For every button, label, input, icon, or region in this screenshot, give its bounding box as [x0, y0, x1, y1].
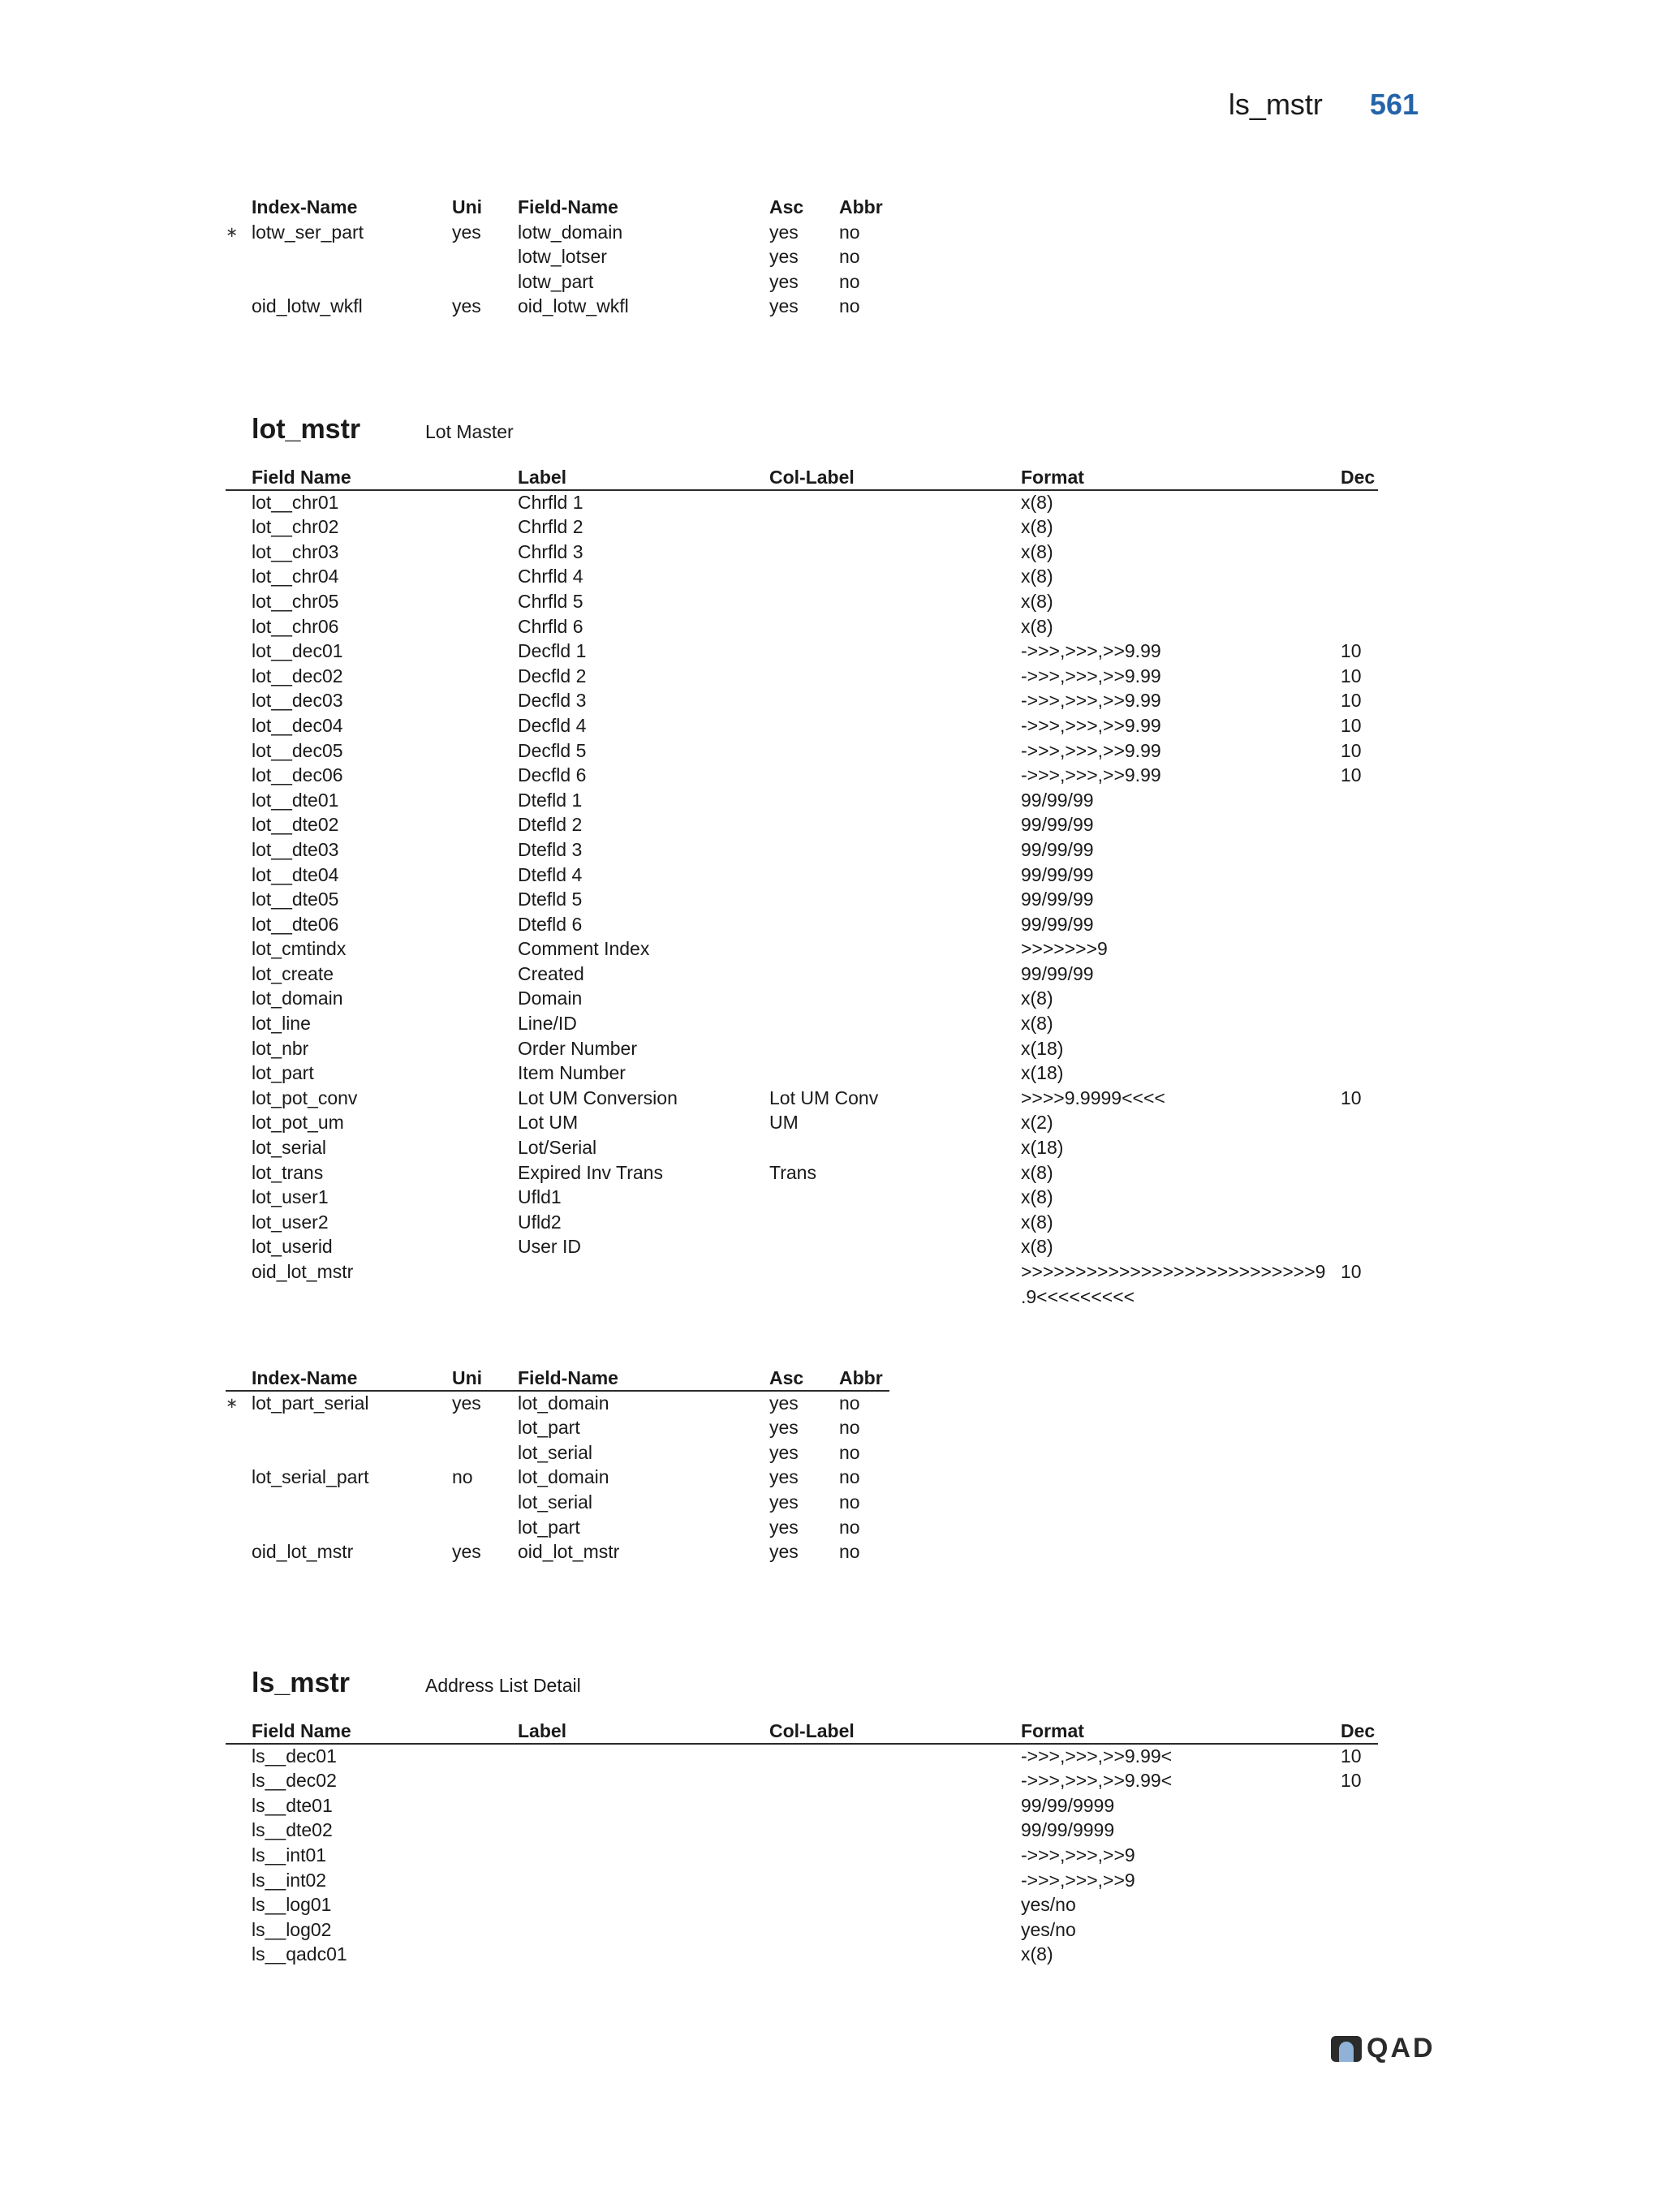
cell-field-name: ls__qadc01	[252, 1943, 347, 1965]
cell-abbr: no	[839, 1392, 860, 1414]
cell-label: Dtefld 6	[518, 913, 583, 935]
cell-format: 99/99/99	[1021, 889, 1094, 910]
cell-col-label: Lot UM Conv	[769, 1087, 879, 1108]
cell-field-name: lot_domain	[252, 988, 343, 1009]
cell-field-name: lot__chr06	[252, 615, 339, 637]
cell-field-name: lot__chr03	[252, 540, 339, 562]
cell-field-name: lot_serial	[252, 1137, 327, 1159]
cell-field-name: lot_nbr	[252, 1037, 309, 1059]
cell-asc: yes	[769, 1417, 799, 1439]
cell-format: 99/99/99	[1021, 863, 1094, 885]
cell-label: Line/ID	[518, 1013, 577, 1035]
cell-label: Ufld2	[518, 1211, 562, 1233]
cell-label: Lot UM Conversion	[518, 1087, 678, 1108]
cell-abbr: no	[839, 1417, 860, 1439]
ls-mstr-title	[252, 1668, 581, 1699]
cell-label: Decfld 6	[518, 764, 587, 786]
cell-format: x(8)	[1021, 540, 1053, 562]
cell-field-name: lot__chr01	[252, 491, 339, 513]
cell-abbr: no	[839, 221, 860, 243]
cell-field-name: lot_domain	[518, 1466, 609, 1488]
cell-abbr: no	[839, 1516, 860, 1538]
cell-field-name: lotw_lotser	[518, 246, 607, 268]
cell-label: Item Number	[518, 1062, 626, 1084]
cell-asc: yes	[769, 246, 799, 268]
cell-label: Dtefld 1	[518, 789, 583, 811]
cell-dec: 10	[1341, 764, 1362, 786]
cell-field-name: lotw_domain	[518, 221, 623, 243]
cell-label: Chrfld 4	[518, 566, 583, 587]
cell-field-name: lot__dte03	[252, 838, 339, 860]
cell-format: ->>>,>>>,>>9.99<	[1021, 1770, 1173, 1792]
cell-index-name: lot_serial_part	[252, 1466, 369, 1488]
cell-format: 99/99/99	[1021, 913, 1094, 935]
cell-dec: 10	[1341, 1261, 1362, 1282]
cell-label: Chrfld 1	[518, 491, 583, 513]
cell-asc: yes	[769, 221, 799, 243]
cell-asc: yes	[769, 1441, 799, 1463]
cell-field-name: lot_serial	[518, 1491, 593, 1513]
cell-label: Decfld 4	[518, 714, 587, 736]
col-abbr: Abbr	[839, 196, 883, 217]
cell-format: ->>>,>>>,>>9.99	[1021, 764, 1161, 786]
col-dec: Dec	[1341, 467, 1376, 488]
cell-format: x(8)	[1021, 590, 1053, 612]
cell-label: Dtefld 4	[518, 863, 583, 885]
table-description: Lot Master	[425, 421, 514, 442]
cell-uni: yes	[452, 295, 481, 317]
col-field-name: Field Name	[252, 467, 351, 488]
cell-label: Domain	[518, 988, 583, 1009]
cell-field-name: ls__dec02	[252, 1770, 337, 1792]
cell-field-name: lot_part	[518, 1417, 580, 1439]
cell-label: Expired Inv Trans	[518, 1161, 663, 1183]
col-uni: Uni	[452, 1367, 483, 1388]
cell-asc: yes	[769, 1392, 799, 1414]
cell-field-name: lot_pot_conv	[252, 1087, 358, 1108]
cell-abbr: no	[839, 1466, 860, 1488]
col-uni: Uni	[452, 196, 483, 217]
cell-format: ->>>,>>>,>>9.99	[1021, 690, 1161, 712]
cell-format: x(8)	[1021, 516, 1053, 538]
cell-field-name: lot_domain	[518, 1392, 609, 1414]
page-number: 561	[1369, 88, 1419, 121]
cell-field-name: lot__dte02	[252, 814, 339, 836]
cell-uni: no	[452, 1466, 473, 1488]
cell-format: yes/no	[1021, 1894, 1076, 1916]
cell-format: .9<<<<<<<<<	[1021, 1285, 1135, 1307]
cell-field-name: lot__dte01	[252, 789, 339, 811]
header-rule	[226, 489, 1378, 491]
cell-format: x(8)	[1021, 491, 1053, 513]
cell-field-name: ls__int01	[252, 1844, 327, 1866]
cell-label: Chrfld 2	[518, 516, 583, 538]
cell-dec: 10	[1341, 665, 1362, 686]
logo-text: QAD	[1367, 2033, 1436, 2064]
table-description: Address List Detail	[425, 1675, 581, 1696]
cell-label: Chrfld 6	[518, 615, 583, 637]
cell-field-name: ls__log02	[252, 1918, 332, 1940]
cell-format: ->>>,>>>,>>9.99	[1021, 739, 1161, 761]
cell-col-label: UM	[769, 1112, 799, 1134]
cell-label: Decfld 5	[518, 739, 587, 761]
cell-abbr: no	[839, 1541, 860, 1563]
cell-field-name: lot_serial	[518, 1441, 593, 1463]
table-name: ls_mstr	[252, 1668, 350, 1698]
table-name: lot_mstr	[252, 414, 361, 445]
cell-format: x(8)	[1021, 1186, 1053, 1208]
cell-label: Comment Index	[518, 938, 650, 960]
cell-format: ->>>,>>>,>>9.99<	[1021, 1745, 1173, 1767]
cell-format: 99/99/99	[1021, 789, 1094, 811]
cell-col-label: Trans	[769, 1161, 816, 1183]
col-label: Label	[518, 467, 567, 488]
cell-field-name: lot__dec05	[252, 739, 343, 761]
col-asc: Asc	[769, 1367, 804, 1388]
cell-uni: yes	[452, 221, 481, 243]
cell-asc: yes	[769, 1466, 799, 1488]
cell-label: Dtefld 2	[518, 814, 583, 836]
cell-field-name: lot__chr02	[252, 516, 339, 538]
primary-index-marker: ∗	[226, 223, 239, 240]
cell-format: 99/99/99	[1021, 814, 1094, 836]
col-asc: Asc	[769, 196, 804, 217]
cell-field-name: lotw_part	[518, 270, 594, 292]
cell-dec: 10	[1341, 1087, 1362, 1108]
cell-field-name: oid_lot_mstr	[252, 1261, 354, 1282]
cell-format: 99/99/99	[1021, 962, 1094, 984]
page-header	[1229, 88, 1419, 122]
col-col-label: Col-Label	[769, 467, 855, 488]
col-index-name: Index-Name	[252, 1367, 358, 1388]
cell-field-name: lot__dec04	[252, 714, 343, 736]
cell-abbr: no	[839, 246, 860, 268]
cell-format: 99/99/9999	[1021, 1794, 1115, 1816]
cell-field-name: lot_part	[518, 1516, 580, 1538]
col-field-name: Field Name	[252, 1720, 351, 1741]
cell-field-name: ls__dte01	[252, 1794, 333, 1816]
cell-label: Chrfld 5	[518, 590, 583, 612]
cell-format: ->>>,>>>,>>9.99	[1021, 714, 1161, 736]
header-rule	[226, 1743, 1378, 1745]
cell-uni: yes	[452, 1392, 481, 1414]
cell-field-name: oid_lot_mstr	[518, 1541, 620, 1563]
cell-field-name: lot_user1	[252, 1186, 329, 1208]
cell-field-name: lot_line	[252, 1013, 311, 1035]
cell-format: x(18)	[1021, 1137, 1064, 1159]
col-field-name: Field-Name	[518, 1367, 618, 1388]
cell-field-name: ls__dec01	[252, 1745, 337, 1767]
cell-format: ->>>,>>>,>>9.99	[1021, 665, 1161, 686]
cell-label: Created	[518, 962, 584, 984]
cell-dec: 10	[1341, 1770, 1362, 1792]
cell-format: x(18)	[1021, 1037, 1064, 1059]
cell-field-name: lot__dec02	[252, 665, 343, 686]
cell-format: 99/99/9999	[1021, 1819, 1115, 1841]
cell-format: x(8)	[1021, 615, 1053, 637]
cell-field-name: ls__dte02	[252, 1819, 333, 1841]
col-dec: Dec	[1341, 1720, 1376, 1741]
col-col-label: Col-Label	[769, 1720, 855, 1741]
cell-field-name: lot_create	[252, 962, 334, 984]
cell-dec: 10	[1341, 1745, 1362, 1767]
cell-format: x(8)	[1021, 1211, 1053, 1233]
lot-mstr-title	[252, 414, 514, 445]
col-format: Format	[1021, 467, 1084, 488]
cell-field-name: lot__dec03	[252, 690, 343, 712]
qad-logo	[1331, 2033, 1436, 2064]
cell-asc: yes	[769, 1491, 799, 1513]
cell-format: x(18)	[1021, 1062, 1064, 1084]
cell-index-name: lotw_ser_part	[252, 221, 364, 243]
cell-field-name: ls__int02	[252, 1869, 327, 1891]
cell-format: x(2)	[1021, 1112, 1053, 1134]
cell-abbr: no	[839, 270, 860, 292]
cell-format: x(8)	[1021, 1236, 1053, 1258]
cell-field-name: lot_pot_um	[252, 1112, 344, 1134]
col-index-name: Index-Name	[252, 196, 358, 217]
cell-abbr: no	[839, 1441, 860, 1463]
cell-format: x(8)	[1021, 988, 1053, 1009]
cell-label: User ID	[518, 1236, 581, 1258]
cell-format: ->>>,>>>,>>9.99	[1021, 640, 1161, 662]
cell-asc: yes	[769, 1516, 799, 1538]
cell-format: x(8)	[1021, 1013, 1053, 1035]
cell-label: Ufld1	[518, 1186, 562, 1208]
col-label: Label	[518, 1720, 567, 1741]
cell-format: >>>>>>>>>>>>>>>>>>>>>>>>>>>9	[1021, 1261, 1326, 1282]
cell-format: ->>>,>>>,>>9	[1021, 1844, 1135, 1866]
cell-field-name: ls__log01	[252, 1894, 332, 1916]
cell-label: Dtefld 5	[518, 889, 583, 910]
cell-label: Decfld 3	[518, 690, 587, 712]
cell-field-name: lot__dte06	[252, 913, 339, 935]
cell-index-name: lot_part_serial	[252, 1392, 369, 1414]
cell-format: x(8)	[1021, 1943, 1053, 1965]
cell-dec: 10	[1341, 640, 1362, 662]
cell-field-name: lot_userid	[252, 1236, 333, 1258]
cell-asc: yes	[769, 295, 799, 317]
cell-label: Chrfld 3	[518, 540, 583, 562]
cell-field-name: lot_part	[252, 1062, 314, 1084]
cell-format: ->>>,>>>,>>9	[1021, 1869, 1135, 1891]
cell-abbr: no	[839, 295, 860, 317]
cell-label: Lot UM	[518, 1112, 579, 1134]
cell-dec: 10	[1341, 690, 1362, 712]
cell-label: Dtefld 3	[518, 838, 583, 860]
cell-field-name: lot__chr05	[252, 590, 339, 612]
cell-field-name: oid_lotw_wkfl	[518, 295, 629, 317]
cell-uni: yes	[452, 1541, 481, 1563]
cell-abbr: no	[839, 1491, 860, 1513]
cell-dec: 10	[1341, 714, 1362, 736]
cell-dec: 10	[1341, 739, 1362, 761]
qad-logo-icon	[1331, 2036, 1362, 2062]
cell-index-name: oid_lot_mstr	[252, 1541, 354, 1563]
cell-field-name: lot__dec06	[252, 764, 343, 786]
cell-label: Decfld 2	[518, 665, 587, 686]
cell-format: x(8)	[1021, 1161, 1053, 1183]
primary-index-marker: ∗	[226, 1394, 239, 1411]
cell-format: >>>>9.9999<<<<	[1021, 1087, 1165, 1108]
cell-index-name: oid_lotw_wkfl	[252, 295, 363, 317]
cell-field-name: lot__dec01	[252, 640, 343, 662]
col-format: Format	[1021, 1720, 1084, 1741]
cell-format: yes/no	[1021, 1918, 1076, 1940]
cell-field-name: lot__chr04	[252, 566, 339, 587]
col-field-name: Field-Name	[518, 196, 618, 217]
cell-label: Lot/Serial	[518, 1137, 597, 1159]
col-abbr: Abbr	[839, 1367, 883, 1388]
cell-label: Order Number	[518, 1037, 637, 1059]
cell-field-name: lot__dte05	[252, 889, 339, 910]
cell-field-name: lot_user2	[252, 1211, 329, 1233]
cell-field-name: lot__dte04	[252, 863, 339, 885]
cell-asc: yes	[769, 1541, 799, 1563]
cell-field-name: lot_cmtindx	[252, 938, 347, 960]
cell-asc: yes	[769, 270, 799, 292]
cell-format: >>>>>>>9	[1021, 938, 1108, 960]
cell-format: 99/99/99	[1021, 838, 1094, 860]
running-title: ls_mstr	[1228, 88, 1323, 121]
cell-field-name: lot_trans	[252, 1161, 324, 1183]
cell-format: x(8)	[1021, 566, 1053, 587]
cell-label: Decfld 1	[518, 640, 587, 662]
